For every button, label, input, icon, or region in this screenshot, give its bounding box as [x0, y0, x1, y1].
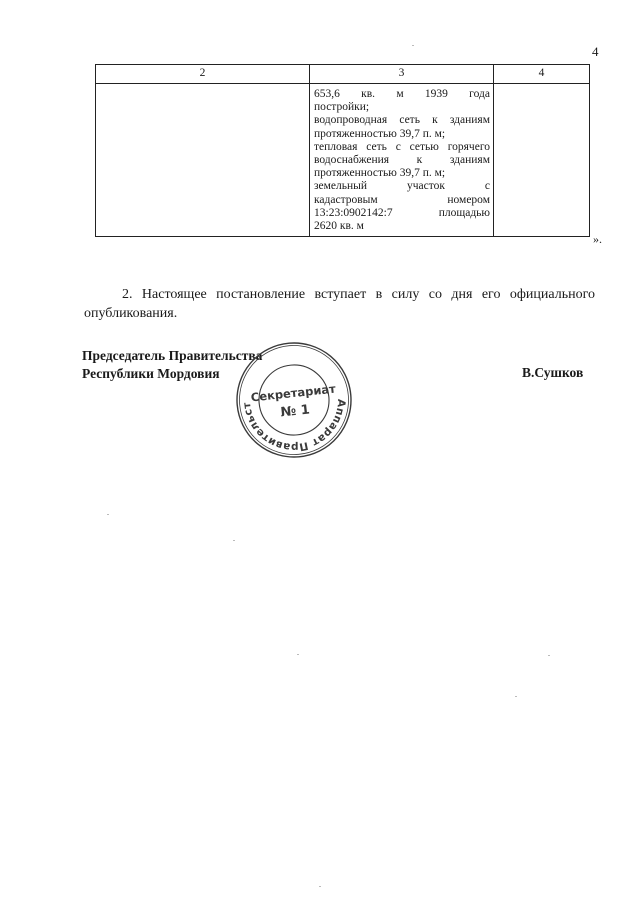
- signatory-title-line-2: Республики Мордовия: [82, 366, 220, 381]
- scan-speck: [107, 514, 109, 515]
- table-cell-col-2: [96, 84, 310, 237]
- effective-date-paragraph: 2. Настоящее постановление вступает в силу со дня его официального опубликования.: [84, 287, 595, 321]
- scan-speck: [319, 886, 321, 887]
- description-line: протяженностью 39,7 п. м;: [314, 167, 446, 180]
- scan-speck: [233, 540, 235, 541]
- table-header-col-2: 2: [96, 65, 310, 84]
- scan-speck: [515, 696, 517, 697]
- description-line: 13:23:0902142:7 площадью: [314, 206, 490, 219]
- table-header-row: [96, 65, 590, 84]
- closing-quote: ».: [593, 232, 602, 246]
- scan-speck: [297, 654, 299, 655]
- description-line: постройки;: [314, 101, 370, 114]
- table-header-col-4: 4: [494, 65, 590, 84]
- scan-speck: [548, 655, 550, 656]
- table-row: [96, 84, 590, 237]
- seal-center-line-1: Секретариат: [250, 381, 337, 405]
- property-table: [95, 64, 590, 237]
- table-header-col-3: 3: [310, 65, 494, 84]
- seal-center-line-2: № 1: [279, 402, 311, 421]
- signatory-name: В.Сушков: [522, 365, 584, 380]
- seal-ring-text: Аппарат Правительства: [240, 398, 348, 454]
- description-line: кадастровым номером: [314, 193, 490, 206]
- description-line: земельный участок с: [314, 180, 490, 193]
- page-number: 4: [592, 44, 599, 59]
- scan-speck: [412, 45, 414, 46]
- description-line: протяженностью 39,7 п. м;: [314, 127, 446, 140]
- description-line: 653,6 кв. м 1939 года: [314, 88, 490, 100]
- signatory-title-line-1: Председатель Правительства: [82, 348, 263, 363]
- table-cell-col-4: [494, 84, 590, 237]
- description-line: тепловая сеть с сетью горячего: [314, 140, 490, 153]
- description-line: водоснабжения к зданиям: [314, 154, 490, 167]
- description-line: водопроводная сеть к зданиям: [314, 114, 490, 127]
- table-cell-description: [310, 84, 494, 237]
- description-line: 2620 кв. м: [314, 220, 364, 233]
- official-seal: [234, 340, 354, 460]
- seal-icon: [234, 340, 354, 460]
